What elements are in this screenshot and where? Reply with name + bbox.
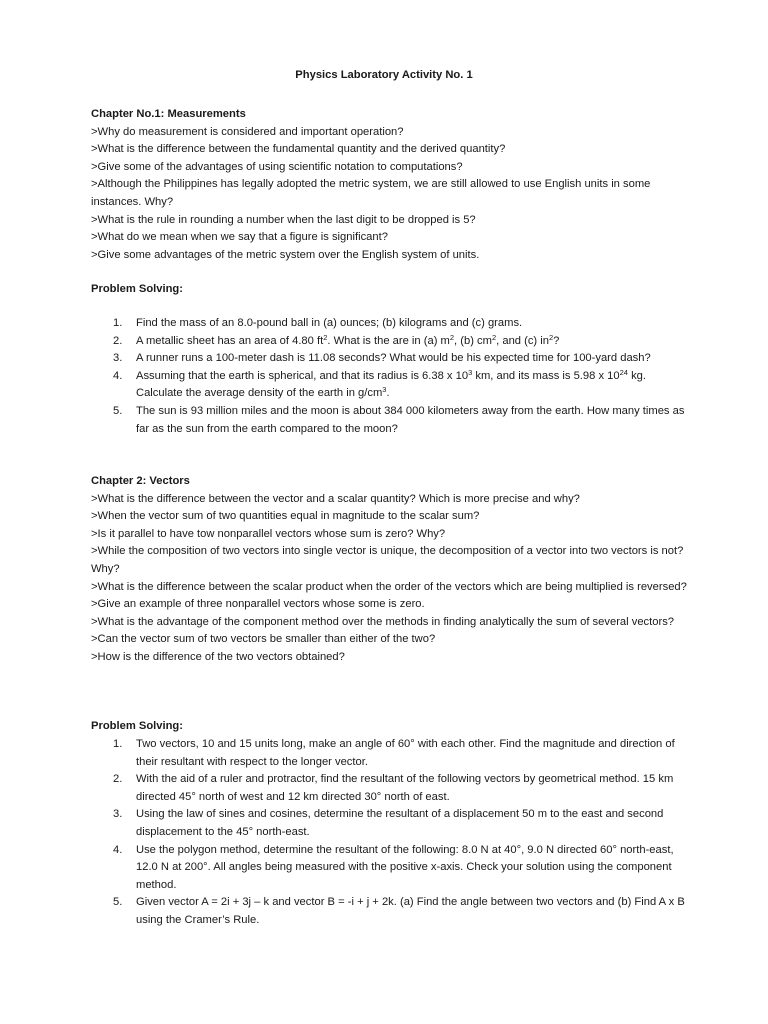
problem-item	[91, 333, 691, 351]
problem-text: Using the law of sines and cosines, determine the resultant of a displacement 50 m to the east and second displacement to the 45° north-east.	[136, 808, 664, 838]
problem-text: A metallic sheet has an area of 4.80 $ft^2$. What is the are in (a) $m^2$, (b) $cm^2$, and (c) $in^2$?	[136, 332, 560, 347]
problem-item	[91, 894, 691, 929]
problem-number: 4.	[113, 843, 123, 856]
problem-text: Find the mass of an 8.0-pound ball in (a) ounces; (b) kilograms and (c) grams.	[136, 317, 523, 329]
chapter2-question: >While the composition of two vectors into single vector is unique, the decomposition of a vector into two vectors is not? Why?	[91, 545, 684, 575]
problem-number: 3.	[113, 352, 123, 365]
problem-item	[91, 806, 691, 841]
chapter2-question: >What is the difference between the vector and a scalar quantity? Which is more precise and why?	[91, 492, 580, 505]
problem-item	[91, 771, 691, 806]
chapter2-question: >What is the difference between the scalar product when the order of the vectors which are being multiplied is reversed?	[91, 580, 687, 593]
problem-text: Two vectors, 10 and 15 units long, make an angle of 60° with each other. Find the magnitude and direction of their resultant with respect to the longer vector.	[136, 738, 675, 768]
problem-number: 1.	[113, 738, 123, 750]
chapter1-question: >What do we mean when we say that a figure is significant?	[91, 231, 388, 244]
problem-item	[91, 350, 691, 368]
chapter1-question: >What is the rule in rounding a number when the last digit to be dropped is 5?	[91, 213, 476, 226]
chapter2-problem-heading: Problem Solving:	[91, 720, 183, 732]
chapter1-question: >Although the Philippines has legally adopted the metric system, we are still allowed to use English units in some instances. Why?	[91, 178, 651, 208]
problem-number: 4.	[113, 369, 123, 382]
chapter1-question: >Give some of the advantages of using scientific notation to computations?	[91, 160, 463, 173]
problem-number: 2.	[113, 773, 123, 786]
problem-number: 5.	[113, 896, 123, 909]
problem-text: The sun is 93 million miles and the moon is about 384 000 kilometers away from the earth. How many times as far as the sun from the earth compared to the moon?	[136, 404, 685, 435]
problem-number: 1.	[113, 317, 123, 329]
chapter1-problem-heading: Problem Solving:	[91, 283, 183, 295]
problem-text: Given vector A = 2i + 3j – k and vector B = -i + j + 2k. (a) Find the angle between two vectors and (b) Find A x B using the Cramer’s Rule.	[136, 896, 685, 926]
problem-item	[91, 842, 691, 895]
chapter2-question: >What is the advantage of the component method over the methods in finding analytically the sum of several vectors?	[91, 615, 675, 628]
page-title: Physics Laboratory Activity No. 1	[295, 69, 473, 81]
problem-text: Assuming that the earth is spherical, and that its radius is 6.38 x $10^3$ km, and its mass is 5.98 x $10^{24}$ kg. Calculate the average density of the earth in $g/cm^3$.	[136, 367, 647, 400]
chapter1-problem-list	[91, 315, 691, 438]
chapter2-question: >How is the difference of the two vectors obtained?	[91, 650, 345, 663]
problem-item	[91, 368, 691, 403]
problem-text: A runner runs a 100-meter dash is 11.08 seconds? What would be his expected time for 100-yard dash?	[136, 352, 651, 365]
chapter2-question: >Is it parallel to have tow nonparallel vectors whose sum is zero? Why?	[91, 527, 446, 540]
chapter2-problem-list	[91, 736, 691, 930]
problem-number: 2.	[113, 334, 123, 347]
chapter2-section	[91, 473, 691, 667]
chapter1-question: >Give some advantages of the metric system over the English system of units.	[91, 248, 480, 261]
chapter1-heading: Chapter No.1: Measurements	[91, 108, 246, 120]
problem-text: With the aid of a ruler and protractor, find the resultant of the following vectors by geometrical method. 15 km directed 45° north of west and 12 km directed 30° north of east.	[136, 773, 674, 803]
problem-text: Use the polygon method, determine the resultant of the following: 8.0 N at 40°, 9.0 N directed 60° north-east, 12.0 N at 200°. All angles being measured with the positive x-axis. Check your solution using the component method.	[136, 843, 674, 891]
chapter2-heading: Chapter 2: Vectors	[91, 475, 190, 487]
chapter1-question: >What is the difference between the fundamental quantity and the derived quantity?	[91, 143, 506, 156]
problem-item	[91, 315, 691, 333]
chapter2-question: >Can the vector sum of two vectors be smaller than either of the two?	[91, 633, 436, 646]
problem-number: 5.	[113, 404, 123, 417]
chapter1-section	[91, 106, 691, 264]
chapter2-question: >When the vector sum of two quantities equal in magnitude to the scalar sum?	[91, 510, 480, 523]
problem-item	[91, 736, 691, 771]
chapter1-question: >Why do measurement is considered and important operation?	[91, 125, 404, 138]
chapter2-question: >Give an example of three nonparallel vectors whose some is zero.	[91, 598, 425, 611]
problem-number: 3.	[113, 808, 123, 821]
problem-item	[91, 403, 691, 438]
